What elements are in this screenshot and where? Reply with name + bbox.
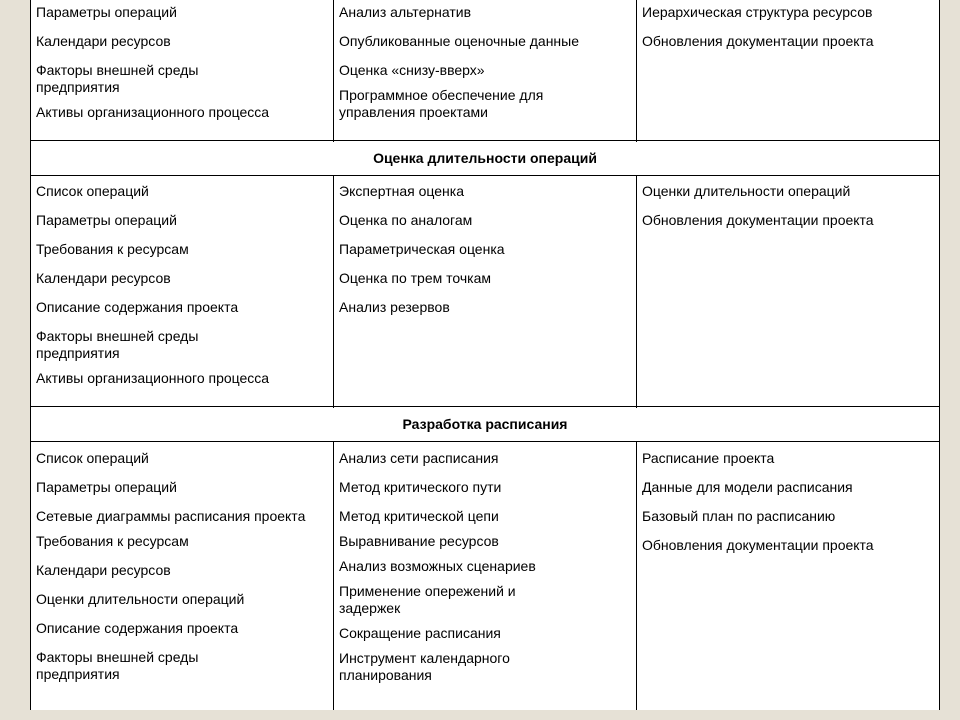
tool-item: Метод критического пути bbox=[339, 479, 502, 495]
section-2-body bbox=[31, 442, 939, 710]
tool-item: Анализ альтернатив bbox=[339, 4, 472, 20]
input-item: Календари ресурсов bbox=[36, 562, 171, 578]
output-item: Обновления документации проекта bbox=[642, 212, 874, 228]
output-item: Обновления документации проекта bbox=[642, 537, 874, 553]
input-item: Параметры операций bbox=[36, 4, 177, 20]
tool-item: Сокращение расписания bbox=[339, 625, 501, 641]
output-item: Оценки длительности операций bbox=[642, 183, 851, 199]
tool-item: Инструмент календарного планирования bbox=[339, 650, 510, 683]
section-0-body bbox=[31, 0, 939, 142]
section-2-title: Разработка расписания bbox=[31, 406, 939, 442]
input-item: Факторы внешней среды предприятия bbox=[36, 328, 199, 361]
tool-item: Программное обеспечение для управления проектами bbox=[339, 87, 544, 120]
tool-item: Выравнивание ресурсов bbox=[339, 533, 499, 549]
output-item: Данные для модели расписания bbox=[642, 479, 853, 495]
input-item: Параметры операций bbox=[36, 479, 177, 495]
document-page bbox=[30, 0, 940, 710]
input-item: Описание содержания проекта bbox=[36, 620, 239, 636]
section-1-body bbox=[31, 176, 939, 408]
output-item: Иерархическая структура ресурсов bbox=[642, 4, 873, 20]
tool-item: Оценка по трем точкам bbox=[339, 270, 492, 286]
section-1-inputs bbox=[31, 176, 333, 408]
section-1-outputs bbox=[636, 176, 939, 408]
input-item: Активы организационного процесса bbox=[36, 370, 270, 386]
tool-item: Применение опережений и задержек bbox=[339, 583, 516, 616]
tool-item: Анализ возможных сценариев bbox=[339, 558, 536, 574]
output-item: Расписание проекта bbox=[642, 450, 775, 466]
section-0-tools bbox=[333, 0, 636, 142]
input-item: Календари ресурсов bbox=[36, 33, 171, 49]
input-item: Список операций bbox=[36, 450, 149, 466]
input-item: Описание содержания проекта bbox=[36, 299, 239, 315]
section-1-tools bbox=[333, 176, 636, 408]
section-2-tools bbox=[333, 442, 636, 710]
tool-item: Анализ резервов bbox=[339, 299, 450, 315]
tool-item: Анализ сети расписания bbox=[339, 450, 499, 466]
input-item: Требования к ресурсам bbox=[36, 533, 189, 549]
input-item: Факторы внешней среды предприятия bbox=[36, 649, 199, 682]
section-1-title: Оценка длительности операций bbox=[31, 140, 939, 176]
input-item: Факторы внешней среды предприятия bbox=[36, 62, 199, 95]
input-item: Список операций bbox=[36, 183, 149, 199]
tool-item: Оценка «снизу-вверх» bbox=[339, 62, 485, 78]
input-item: Параметры операций bbox=[36, 212, 177, 228]
section-0-outputs bbox=[636, 0, 939, 142]
input-item: Требования к ресурсам bbox=[36, 241, 189, 257]
input-item: Активы организационного процесса bbox=[36, 104, 270, 120]
input-item: Оценки длительности операций bbox=[36, 591, 245, 607]
section-2-inputs bbox=[31, 442, 333, 710]
tool-item: Экспертная оценка bbox=[339, 183, 464, 199]
background-margin bbox=[0, 710, 960, 720]
tool-item: Оценка по аналогам bbox=[339, 212, 473, 228]
tool-item: Параметрическая оценка bbox=[339, 241, 505, 257]
process-table bbox=[30, 0, 940, 710]
section-2-outputs bbox=[636, 442, 939, 710]
output-item: Обновления документации проекта bbox=[642, 33, 874, 49]
tool-item: Опубликованные оценочные данные bbox=[339, 33, 580, 49]
section-0-inputs bbox=[31, 0, 333, 142]
input-item: Сетевые диаграммы расписания проекта bbox=[36, 508, 306, 524]
input-item: Календари ресурсов bbox=[36, 270, 171, 286]
output-item: Базовый план по расписанию bbox=[642, 508, 836, 524]
tool-item: Метод критической цепи bbox=[339, 508, 499, 524]
